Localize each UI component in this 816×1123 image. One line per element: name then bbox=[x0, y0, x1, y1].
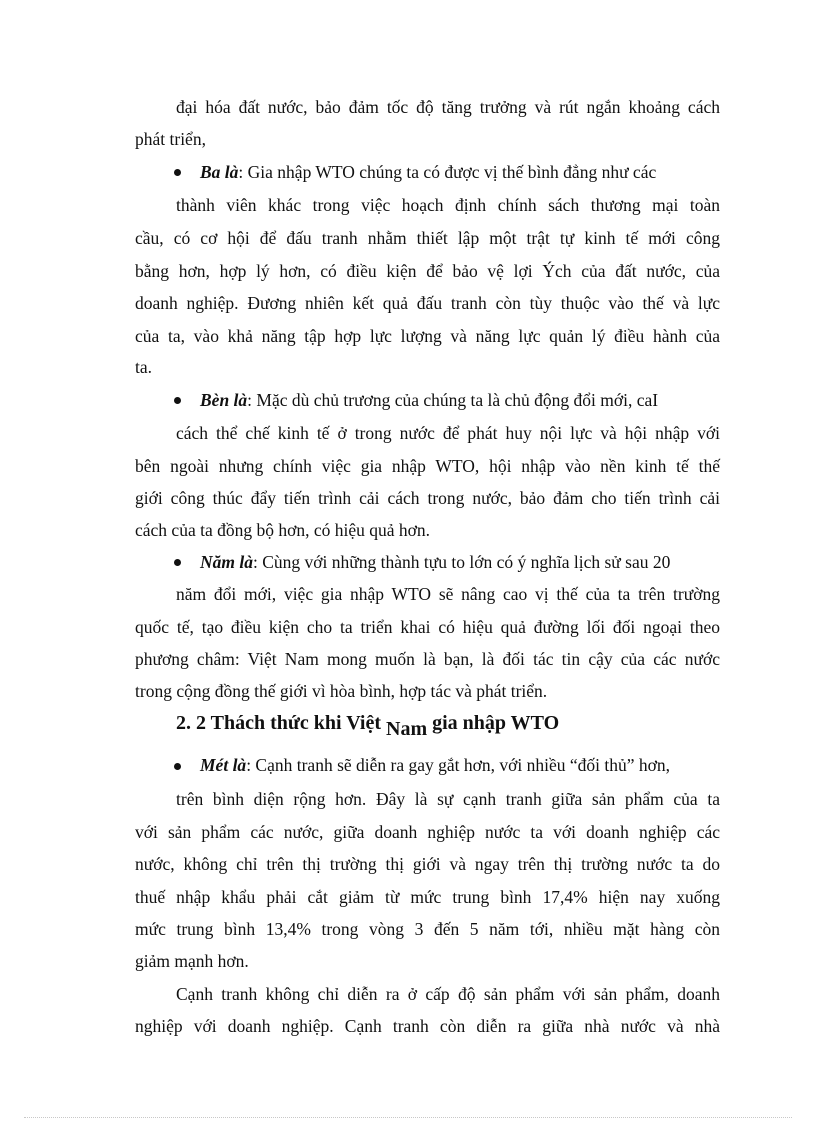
paragraph-line: thuế nhập khẩu phải cắt giảm từ mức trung bình 17,4% hiện nay xuống bbox=[135, 887, 720, 907]
lead-term: Bèn là bbox=[200, 390, 248, 410]
paragraph-line: cách của ta đồng bộ hơn, có hiệu quả hơn. bbox=[135, 520, 431, 540]
bullet-icon bbox=[174, 397, 181, 404]
paragraph-line: Cạnh tranh không chỉ diễn ra ở cấp độ sản phẩm với sản phẩm, doanh bbox=[176, 984, 720, 1004]
paragraph-line: quốc tế, tạo điều kiện cho ta triển khai có hiệu quả đường lối đối ngoại theo bbox=[135, 617, 720, 637]
paragraph-line: Ba là: Gia nhập WTO chúng ta có được vị thế bình đẳng như các bbox=[200, 162, 657, 182]
paragraph-line: thành viên khác trong việc hoạch định chính sách thương mại toàn bbox=[176, 195, 720, 215]
paragraph-line: Bèn là: Mặc dù chủ trương của chúng ta là chủ động đổi mới, caI bbox=[200, 390, 659, 410]
page-border-divider bbox=[24, 1117, 792, 1118]
paragraph-line: bên ngoài nhưng chính việc gia nhập WTO, hội nhập vào nền kinh tế thế bbox=[135, 456, 720, 476]
paragraph-line: giảm mạnh hơn. bbox=[135, 951, 249, 971]
paragraph-line: mức trung bình 13,4% trong vòng 3 đến 5 năm tới, nhiều mặt hàng còn bbox=[135, 919, 720, 939]
section-heading: 2. 2 Thách thức khi Việt Nam gia nhập WTO bbox=[176, 712, 560, 740]
paragraph-line: phương châm: Việt Nam mong muốn là bạn, là đối tác tin cậy của các nước bbox=[135, 649, 720, 669]
paragraph-line: trên bình diện rộng hơn. Đây là sự cạnh tranh giữa sản phẩm của ta bbox=[176, 789, 720, 809]
paragraph-line: của ta, vào khả năng tập hợp lực lượng và năng lực quản lý điều hành của bbox=[135, 326, 720, 346]
lead-term: Mét là bbox=[200, 755, 247, 775]
paragraph-line: trong cộng đồng thế giới vì hòa bình, hợp tác và phát triển. bbox=[135, 681, 548, 701]
bullet-icon bbox=[174, 763, 181, 770]
paragraph-line: Năm là: Cùng với những thành tựu to lớn có ý nghĩa lịch sử sau 20 bbox=[200, 552, 671, 572]
paragraph-line: cầu, có cơ hội để đấu tranh nhằm thiết lập một trật tự kinh tế mới công bbox=[135, 228, 720, 248]
paragraph-line: cách thể chế kinh tế ở trong nước để phát huy nội lực và hội nhập với bbox=[176, 423, 720, 443]
paragraph-line: với sản phẩm các nước, giữa doanh nghiệp nước ta với doanh nghiệp các bbox=[135, 822, 720, 842]
paragraph-line: doanh nghiệp. Đương nhiên kết quả đấu tranh còn tùy thuộc vào thế và lực bbox=[135, 293, 720, 313]
bullet-icon bbox=[174, 559, 181, 566]
paragraph-line: nước, không chỉ trên thị trường thị giới và ngay trên thị trường nước ta do bbox=[135, 854, 720, 874]
paragraph-line: nghiệp với doanh nghiệp. Cạnh tranh còn diễn ra giữa nhà nước và nhà bbox=[135, 1016, 720, 1036]
paragraph-line: năm đổi mới, việc gia nhập WTO sẽ nâng cao vị thế của ta trên trường bbox=[176, 584, 720, 604]
paragraph-line: Mét là: Cạnh tranh sẽ diễn ra gay gắt hơn, với nhiều “đối thủ” hơn, bbox=[200, 755, 671, 775]
lead-term: Năm là bbox=[200, 552, 253, 572]
bullet-icon bbox=[174, 169, 181, 176]
lead-term: Ba là bbox=[200, 162, 239, 182]
paragraph-line: giới công thúc đẩy tiến trình cải cách trong nước, bảo đảm cho tiến trình cải bbox=[135, 488, 720, 508]
paragraph-line: phát triển, bbox=[135, 129, 206, 149]
paragraph-line: đại hóa đất nước, bảo đảm tốc độ tăng trưởng và rút ngắn khoảng cách bbox=[176, 97, 720, 117]
paragraph-line: ta. bbox=[135, 357, 153, 377]
paragraph-line: bằng hơn, hợp lý hơn, có điều kiện để bảo vệ lợi Ých của đất nước, của bbox=[135, 261, 720, 281]
